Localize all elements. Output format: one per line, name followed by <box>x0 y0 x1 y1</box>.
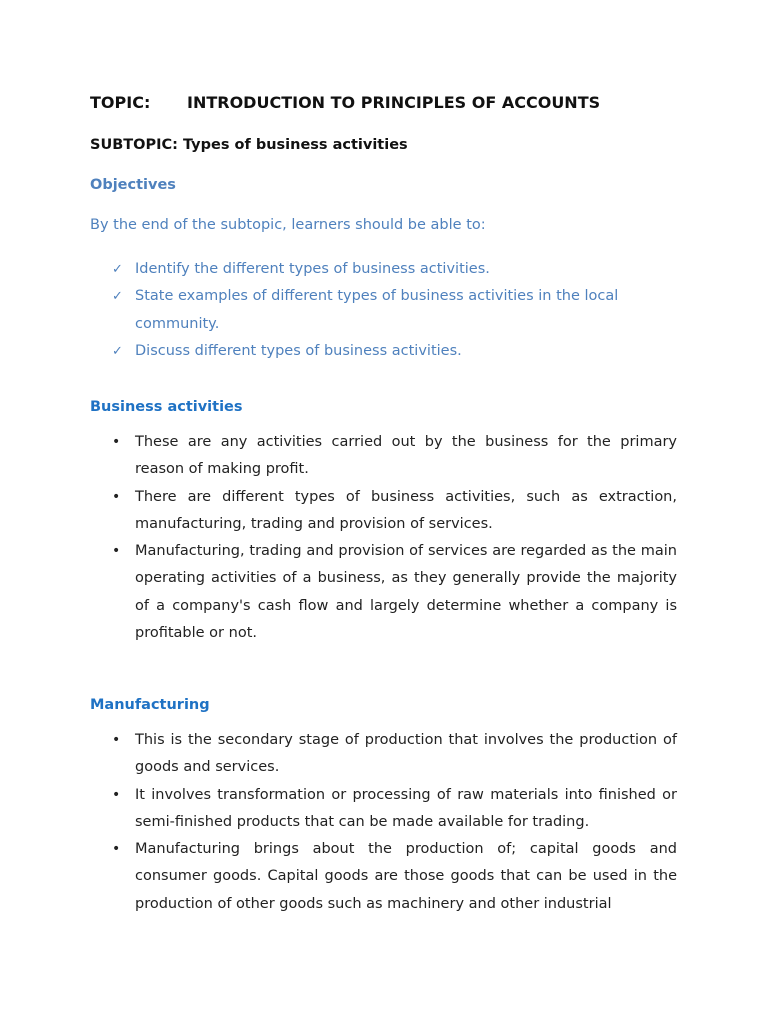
topic-line <box>90 93 600 112</box>
objective-text: Discuss different types of business activities. <box>135 342 462 359</box>
list-item-text: Manufacturing, trading and provision of services are regarded as the main operating activities of a business, as they generally provide the majority of a company's cash flow and largely determine whether a company is profitable or not. <box>135 543 677 642</box>
list-item <box>112 538 677 647</box>
objective-text: Identify the different types of business activities. <box>135 261 490 277</box>
list-item <box>112 484 677 539</box>
bullet-icon: • <box>112 841 121 858</box>
bullet-icon: • <box>112 434 121 450</box>
manufacturing-list <box>112 727 677 918</box>
manufacturing-heading: Manufacturing <box>90 697 210 713</box>
list-item-text: It involves transformation or processing of raw materials into finished or semi-finished products that can be made available for trading. <box>135 786 677 830</box>
objectives-list <box>112 256 672 365</box>
checkmark-icon: ✓ <box>112 262 123 277</box>
list-item <box>112 429 677 484</box>
objectives-intro: By the end of the subtopic, learners should be able to: <box>90 217 486 233</box>
list-item-text: These are any activities carried out by the business for the primary reason of making profit. <box>135 434 677 478</box>
bullet-icon: • <box>112 786 121 803</box>
bullet-icon: • <box>112 488 121 505</box>
topic-title: INTRODUCTION TO PRINCIPLES OF ACCOUNTS <box>187 93 601 112</box>
subtopic-heading: SUBTOPIC: Types of business activities <box>90 137 408 153</box>
checkmark-icon: ✓ <box>112 289 123 305</box>
business-activities-list <box>112 429 677 647</box>
list-item <box>112 782 677 837</box>
objectives-heading: Objectives <box>90 177 176 193</box>
objective-item <box>112 256 672 283</box>
list-item-text: Manufacturing brings about the production of; capital goods and consumer goods. Capital goods are those goods that can be used in the production of other goods such as machinery and other industrial <box>135 841 677 912</box>
objective-item <box>112 283 672 338</box>
objective-item <box>112 338 672 365</box>
bullet-icon: • <box>112 543 121 560</box>
objective-text: State examples of different types of business activities in the local community. <box>135 288 619 332</box>
list-item <box>112 727 677 782</box>
checkmark-icon: ✓ <box>112 343 123 359</box>
business-activities-heading: Business activities <box>90 399 243 415</box>
list-item <box>112 836 677 918</box>
bullet-icon: • <box>112 732 121 748</box>
list-item-text: There are different types of business activities, such as extraction, manufacturing, trading and provision of services. <box>135 488 677 532</box>
topic-label: TOPIC: <box>90 93 151 112</box>
list-item-text: This is the secondary stage of production that involves the production of goods and services. <box>135 732 677 776</box>
